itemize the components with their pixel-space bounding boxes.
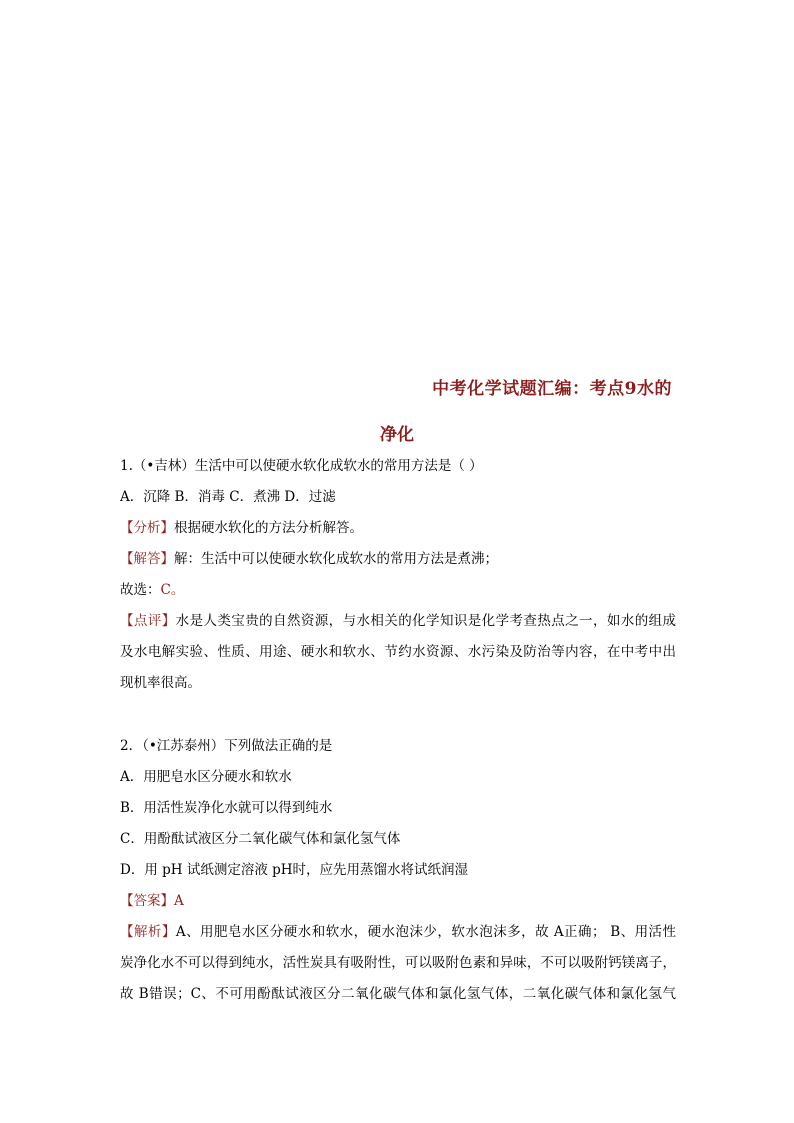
analysis-tag: 【分析】 (120, 520, 174, 536)
page-title-line1: 中考化学试题汇编：考点9水的 (432, 379, 672, 399)
q1-options: A．沉降 B．消毒 C．煮沸 D．过滤 (120, 489, 336, 505)
q1-comment-line2: 及水电解实验、性质、用途、硬水和软水、节约水资源、水污染及防治等内容，在中考中出 (120, 644, 676, 660)
q2-option-a: A．用肥皂水区分硬水和软水 (120, 769, 292, 785)
explain-tag: 【解析】 (120, 924, 176, 940)
q2-explain-line1 (120, 917, 676, 948)
q2-explain-line3: 故 B错误；C、不可用酚酞试液区分二氧化碳气体和氯化氢气体，二氧化碳气体和氯化氢气 (120, 986, 676, 1002)
choice-label: 故选： (120, 582, 161, 598)
choice-value: C。 (160, 582, 185, 598)
comment-text-1: 水是人类宝贵的自然资源，与水相关的化学知识是化学考查热点之一，如水的组成 (175, 613, 677, 629)
q1-comment-line1 (120, 606, 676, 637)
comment-tag: 【点评】 (120, 613, 176, 629)
q2-option-c: C．用酚酞试液区分二氧化碳气体和氯化氢气体 (120, 831, 401, 847)
solution-tag: 【解答】 (120, 551, 174, 567)
q1-stem: 1.（•吉林）生活中可以使硬水软化成软水的常用方法是（ ） (120, 458, 483, 474)
explain-text-1: A、用肥皂水区分硬水和软水，硬水泡沫少，软水泡沫多，故 A正确； B、用活性 (175, 924, 676, 940)
q2-answer (120, 886, 676, 917)
question-2-block (120, 731, 676, 1010)
q1-choice (120, 575, 676, 606)
answer-value: A (174, 893, 184, 909)
q2-option-b: B．用活性炭净化水就可以得到纯水 (120, 800, 333, 816)
q1-analysis (120, 513, 676, 544)
q1-solution (120, 544, 676, 575)
q1-comment-line3: 现机率很高。 (120, 675, 201, 691)
question-1-block (120, 451, 676, 699)
q2-explain-line2: 炭净化水不可以得到纯水，活性炭具有吸附性，可以吸附色素和异味，不可以吸附钙镁离子， (120, 955, 676, 971)
page-title-line2: 净化 (380, 425, 414, 445)
q2-stem: 2．（•江苏泰州）下列做法正确的是 (120, 738, 333, 754)
solution-text: 解：生活中可以使硬水软化成软水的常用方法是煮沸； (174, 551, 498, 567)
q2-option-d: D．用 pH 试纸测定溶液 pH时，应先用蒸馏水将试纸润湿 (120, 862, 469, 878)
answer-tag: 【答案】 (120, 893, 174, 909)
analysis-text: 根据硬水软化的方法分析解答。 (174, 520, 363, 536)
